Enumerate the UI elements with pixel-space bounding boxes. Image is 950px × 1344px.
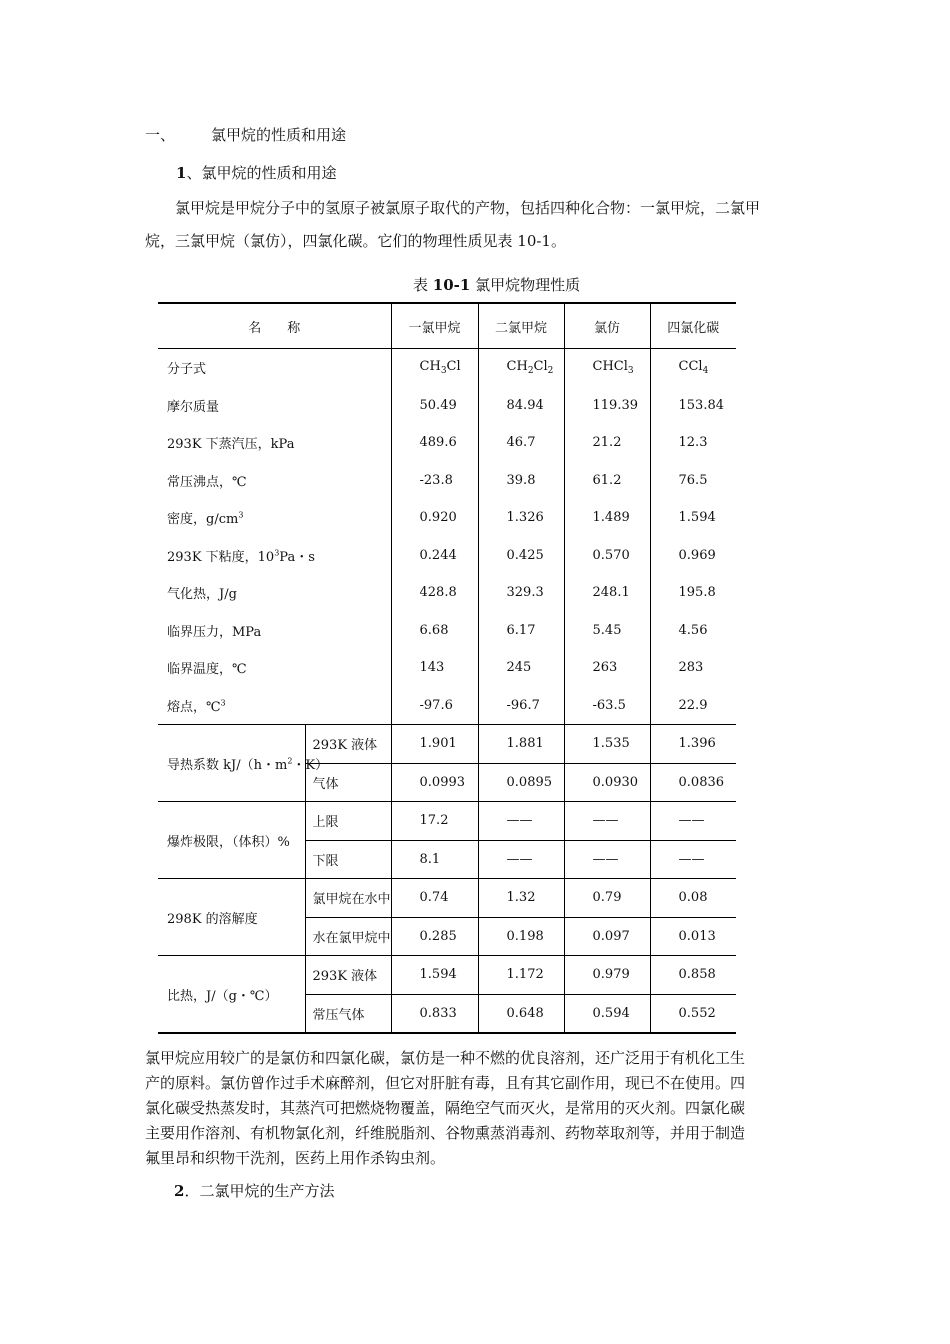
header-col-cell: 一氯甲烷 [391, 303, 478, 349]
value-cell: —— [564, 840, 650, 879]
group-label-text: 爆炸极限，（体积）% [167, 834, 290, 850]
formula-rest: Cl [533, 359, 548, 375]
value-cell: 22.9 [678, 697, 708, 713]
formula-cell [478, 349, 564, 387]
table-row [158, 499, 736, 537]
subsection-heading-2: 2．二氯甲烷的生产方法 [174, 1182, 335, 1200]
value-cell: 0.920 [391, 499, 478, 537]
formula-base: CHCl [592, 359, 628, 375]
formula-rest: Cl [446, 359, 461, 375]
value-cell: 46.7 [478, 424, 564, 462]
sub-row-label: 氯甲烷在水中 [305, 879, 391, 918]
value-cell: 4.56 [678, 622, 708, 638]
row-label: 分子式 [158, 349, 391, 387]
table-row [158, 387, 736, 425]
table-header-row [158, 303, 736, 349]
formula-sub: 4 [702, 366, 709, 377]
row-label-text: 气化热，J/g [167, 587, 237, 603]
value-cell: 76.5 [678, 472, 708, 488]
value-cell: 0.0895 [478, 763, 564, 802]
usage-line: 主要用作溶剂、有机物氯化剂，纤维脱脂剂、谷物熏蒸消毒剂、药物萃取剂等，并用于制造 [145, 1124, 746, 1142]
formula-cell [650, 349, 736, 387]
value-cell: 195.8 [678, 585, 716, 601]
value-cell: -63.5 [564, 687, 650, 725]
formula-row [158, 349, 736, 387]
value-cell: 0.097 [564, 917, 650, 956]
sub-row-label: 293K 液体 [305, 725, 391, 764]
value-cell: 489.6 [391, 424, 478, 462]
header-col-cell: 二氯甲烷 [478, 303, 564, 349]
group-label-tail: ・K） [292, 757, 329, 773]
value-cell: 1.594 [678, 510, 716, 526]
group-label [158, 956, 305, 1034]
section-number: 一、 [145, 126, 176, 144]
properties-table [158, 302, 736, 1034]
sub-row-label: 常压气体 [305, 994, 391, 1033]
value-cell: 1.32 [478, 879, 564, 918]
formula-base: CCl [678, 359, 703, 375]
row-label [158, 537, 391, 575]
value-cell: 283 [678, 660, 704, 676]
group-label [158, 879, 305, 956]
value-cell: 1.326 [478, 499, 564, 537]
value-cell: 5.45 [564, 612, 650, 650]
table-row [158, 956, 736, 995]
value-cell: 61.2 [564, 462, 650, 500]
row-label-text: 常压沸点，℃ [167, 474, 247, 490]
value-cell: 12.3 [678, 435, 708, 451]
usage-paragraph [145, 1046, 835, 1171]
value-cell: 21.2 [564, 424, 650, 462]
table-row [158, 424, 736, 462]
table-row [158, 802, 736, 841]
row-label [158, 387, 391, 425]
value-cell: 0.979 [564, 956, 650, 995]
header-name-cell: 名 称 [158, 303, 391, 349]
group-label [158, 802, 305, 879]
row-label-text: 临界压力，MPa [167, 624, 262, 640]
value-cell: 0.74 [391, 879, 478, 918]
value-cell: 0.013 [650, 917, 736, 956]
group-label-sup: 2 [287, 756, 293, 766]
value-cell: —— [650, 802, 736, 841]
table-row [158, 649, 736, 687]
row-label [158, 574, 391, 612]
value-cell: -96.7 [478, 687, 564, 725]
value-cell: 0.285 [391, 917, 478, 956]
header-col-cell: 氯仿 [564, 303, 650, 349]
row-label [158, 499, 391, 537]
value-cell: 119.39 [564, 387, 650, 425]
row-label-tail: Pa・s [279, 549, 315, 565]
formula-sub: 2 [547, 366, 554, 377]
value-cell: —— [478, 802, 564, 841]
row-label-text: 密度，g/cm [167, 512, 239, 528]
row-label-text: 293K 下粘度，10 [167, 549, 275, 565]
value-cell: 0.425 [478, 537, 564, 575]
value-cell: 1.881 [478, 725, 564, 764]
sub-row-label: 气体 [305, 763, 391, 802]
formula-sub: 3 [627, 366, 634, 377]
value-cell: —— [650, 840, 736, 879]
value-cell: 0.833 [391, 994, 478, 1033]
table-row [158, 537, 736, 575]
value-cell: 0.244 [391, 537, 478, 575]
usage-line: 产的原料。氯仿曾作过手术麻醉剂，但它对肝脏有毒，且有其它副作用，现已不在使用。四 [145, 1074, 746, 1092]
value-cell: —— [478, 840, 564, 879]
value-cell: 50.49 [391, 387, 478, 425]
subsection-heading-1: 1、氯甲烷的性质和用途 [176, 164, 337, 182]
value-cell: 6.17 [478, 612, 564, 650]
row-label [158, 649, 391, 687]
value-cell: 0.969 [678, 547, 716, 563]
table-row [158, 462, 736, 500]
value-cell: 0.552 [650, 994, 736, 1033]
row-label [158, 424, 391, 462]
formula-base: CH [506, 359, 528, 375]
value-cell: 17.2 [391, 802, 478, 841]
value-cell: 0.0993 [391, 763, 478, 802]
value-cell: 0.570 [564, 537, 650, 575]
intro-line-1: 氯甲烷是甲烷分子中的氢原子被氯原子取代的产物，包括四种化合物：一氯甲烷，二氯甲 [175, 199, 761, 217]
table-row [158, 612, 736, 650]
formula-sub: 3 [440, 366, 447, 377]
row-label [158, 462, 391, 500]
formula-base: CH [419, 359, 441, 375]
intro-paragraph [145, 192, 835, 258]
group-label-text: 导热系数 kJ/（h・m [167, 757, 288, 773]
row-label-sup: 3 [220, 698, 226, 708]
value-cell: 1.535 [564, 725, 650, 764]
table-row [158, 687, 736, 725]
section-title: 氯甲烷的性质和用途 [211, 126, 347, 144]
group-label-text: 298K 的溶解度 [167, 911, 258, 927]
value-cell: 0.198 [478, 917, 564, 956]
table-row [158, 574, 736, 612]
table-row [158, 879, 736, 918]
value-cell: 39.8 [478, 462, 564, 500]
row-label-sup: 3 [274, 548, 280, 558]
value-cell: 6.68 [391, 612, 478, 650]
value-cell: 1.594 [391, 956, 478, 995]
value-cell: 248.1 [564, 574, 650, 612]
value-cell: 84.94 [478, 387, 564, 425]
formula-cell [564, 349, 650, 387]
table-caption: 表 10-1 氯甲烷物理性质 [413, 276, 581, 294]
value-cell: 0.0930 [564, 763, 650, 802]
value-cell: 0.79 [564, 879, 650, 918]
value-cell: 1.901 [391, 725, 478, 764]
row-label-text: 293K 下蒸汽压，kPa [167, 437, 295, 453]
value-cell: -97.6 [391, 687, 478, 725]
row-label-sup: 3 [238, 510, 244, 520]
value-cell: 1.172 [478, 956, 564, 995]
group-label-text: 比热，J/（g・℃） [167, 988, 278, 1004]
value-cell: 1.489 [564, 499, 650, 537]
row-label-text: 摩尔质量 [167, 399, 220, 415]
value-cell: 245 [478, 649, 564, 687]
value-cell: —— [564, 802, 650, 841]
row-label-text: 熔点，℃ [167, 699, 221, 715]
usage-line: 氟里昂和织物干洗剂，医药上用作杀钩虫剂。 [145, 1149, 446, 1167]
value-cell: 0.08 [650, 879, 736, 918]
value-cell: 153.84 [678, 397, 725, 413]
sub-row-label: 293K 液体 [305, 956, 391, 995]
value-cell: 0.858 [650, 956, 736, 995]
formula-sub: 2 [527, 366, 534, 377]
value-cell: 8.1 [391, 840, 478, 879]
intro-line-2: 烷，三氯甲烷（氯仿），四氯化碳。它们的物理性质见表 10-1。 [145, 232, 566, 250]
table-row [158, 725, 736, 764]
value-cell: 1.396 [650, 725, 736, 764]
value-cell: 0.0836 [650, 763, 736, 802]
value-cell: 0.594 [564, 994, 650, 1033]
sub-row-label: 下限 [305, 840, 391, 879]
row-label [158, 687, 391, 725]
value-cell: 263 [564, 649, 650, 687]
value-cell: 0.648 [478, 994, 564, 1033]
header-col-cell: 四氯化碳 [650, 303, 736, 349]
usage-line: 氯化碳受热蒸发时，其蒸汽可把燃烧物覆盖，隔绝空气而灭火，是常用的灭火剂。四氯化碳 [145, 1099, 746, 1117]
row-label [158, 612, 391, 650]
row-label-text: 临界温度，℃ [167, 662, 247, 678]
value-cell: -23.8 [391, 462, 478, 500]
value-cell: 143 [391, 649, 478, 687]
value-cell: 428.8 [391, 574, 478, 612]
usage-line: 氯甲烷应用较广的是氯仿和四氯化碳，氯仿是一种不燃的优良溶剂，还广泛用于有机化工生 [145, 1049, 746, 1067]
formula-cell [391, 349, 478, 387]
value-cell: 329.3 [478, 574, 564, 612]
sub-row-label: 水在氯甲烷中 [305, 917, 391, 956]
sub-row-label: 上限 [305, 802, 391, 841]
